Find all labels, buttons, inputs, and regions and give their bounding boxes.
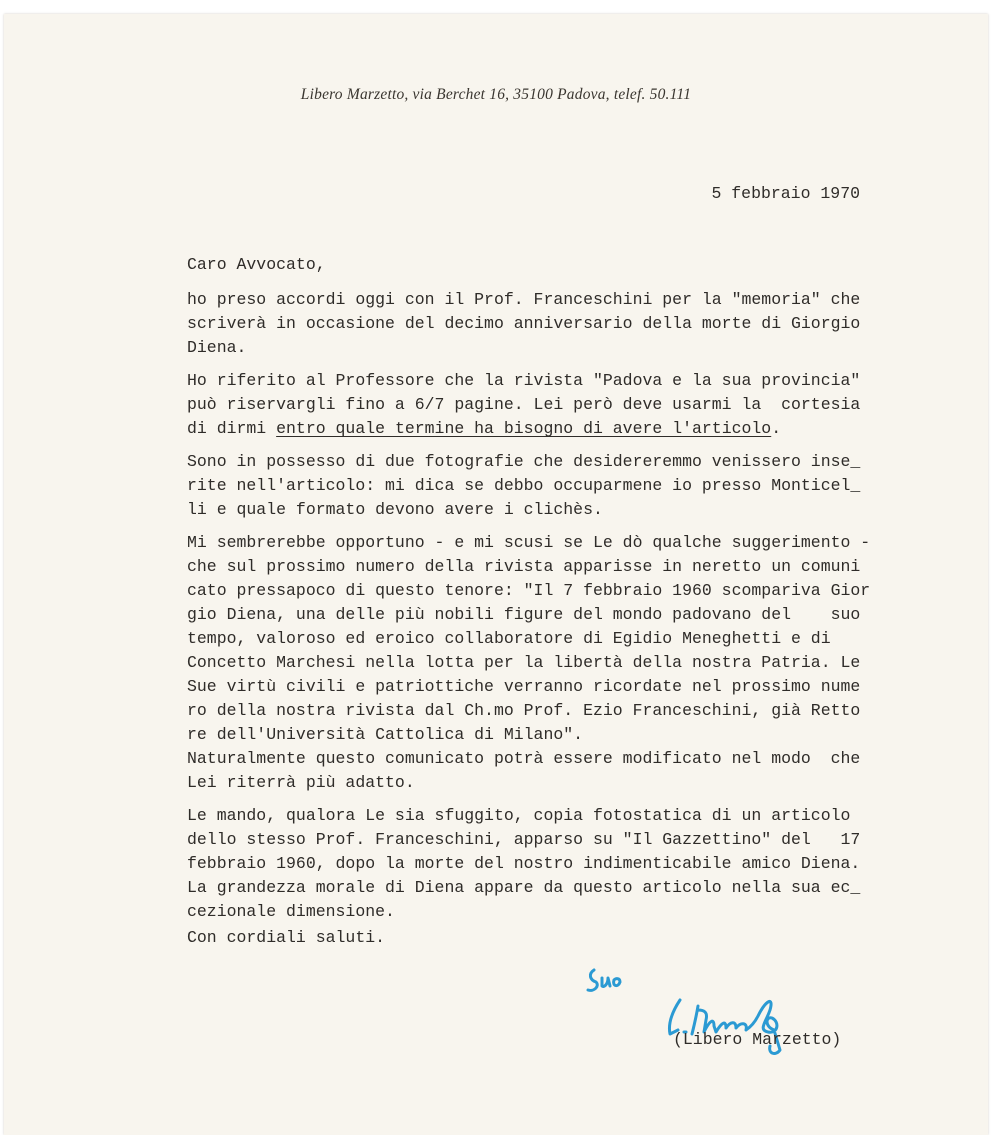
paragraph-2 (187, 369, 870, 441)
text-line: dello stesso Prof. Franceschini, apparso su "Il Gazzettino" del 17 (187, 830, 861, 849)
signature-suo (588, 970, 620, 990)
salutation (187, 253, 870, 277)
underlined-text: entro quale termine ha bisogno di avere l'articolo (276, 419, 772, 438)
paragraph-3 (187, 450, 870, 522)
text-line: gio Diena, una delle più nobili figure del mondo padovano del suo (187, 605, 861, 624)
text-line: ho preso accordi oggi con il Prof. Franceschini per la "memoria" che (187, 290, 861, 309)
text-line: rite nell'articolo: mi dica se debbo occuparmene io presso Monticel_ (187, 476, 861, 495)
text-line: che sul prossimo numero della rivista apparisse in neretto un comuni (187, 557, 861, 576)
text-line: Naturalmente questo comunicato potrà essere modificato nel modo che (187, 749, 861, 768)
letter-date: 5 febbraio 1970 (711, 184, 860, 203)
text-line: Mi sembrerebbe opportuno - e mi scusi se Le dò qualche suggerimento - (187, 533, 871, 552)
text-line: può riservargli fino a 6/7 pagine. Lei però deve usarmi la cortesia (187, 395, 861, 414)
text-line (187, 417, 870, 441)
text-segment: . (771, 419, 782, 438)
text-line: Concetto Marchesi nella lotta per la libertà della nostra Patria. Le (187, 653, 861, 672)
paragraph-4 (187, 531, 870, 795)
text-line: Ho riferito al Professore che la rivista "Padova e la sua provincia" (187, 371, 861, 390)
text-line: La grandezza morale di Diena appare da questo articolo nella sua ec_ (187, 878, 861, 897)
letter-body (187, 253, 870, 933)
typed-signature-name: (Libero Marzetto) (673, 1030, 842, 1049)
text-line: Diena. (187, 338, 247, 357)
text-line: li e quale formato devono avere i clichès. (187, 500, 603, 519)
text-line: febbraio 1960, dopo la morte del nostro indimenticabile amico Diena. (187, 854, 861, 873)
text-line: Sue virtù civili e patriottiche verranno ricordate nel prossimo nume (187, 677, 861, 696)
text-line: cato pressapoco di questo tenore: "Il 7 febbraio 1960 scompariva Gior (187, 581, 871, 600)
salutation-text: Caro Avvocato, (187, 255, 326, 274)
text-segment: di dirmi (187, 419, 277, 438)
text-line: Le mando, qualora Le sia sfuggito, copia fotostatica di un articolo (187, 806, 851, 825)
text-line: Lei riterrà più adatto. (187, 773, 415, 792)
text-line: tempo, valoroso ed eroico collaboratore di Egidio Meneghetti e di (187, 629, 831, 648)
paragraph-5 (187, 804, 870, 924)
letterhead: Libero Marzetto, via Berchet 16, 35100 Padova, telef. 50.111 (300, 86, 692, 103)
text-line: re dell'Università Cattolica di Milano". (187, 725, 584, 744)
paragraph-1 (187, 288, 870, 360)
text-line: ro della nostra rivista dal Ch.mo Prof. Ezio Franceschini, già Retto (187, 701, 861, 720)
text-line: cezionale dimensione. (187, 902, 395, 921)
text-line: Sono in possesso di due fotografie che desidereremmo venissero inse_ (187, 452, 861, 471)
closing: Con cordiali saluti. (187, 928, 386, 947)
text-line: scriverà in occasione del decimo anniversario della morte di Giorgio (187, 314, 861, 333)
